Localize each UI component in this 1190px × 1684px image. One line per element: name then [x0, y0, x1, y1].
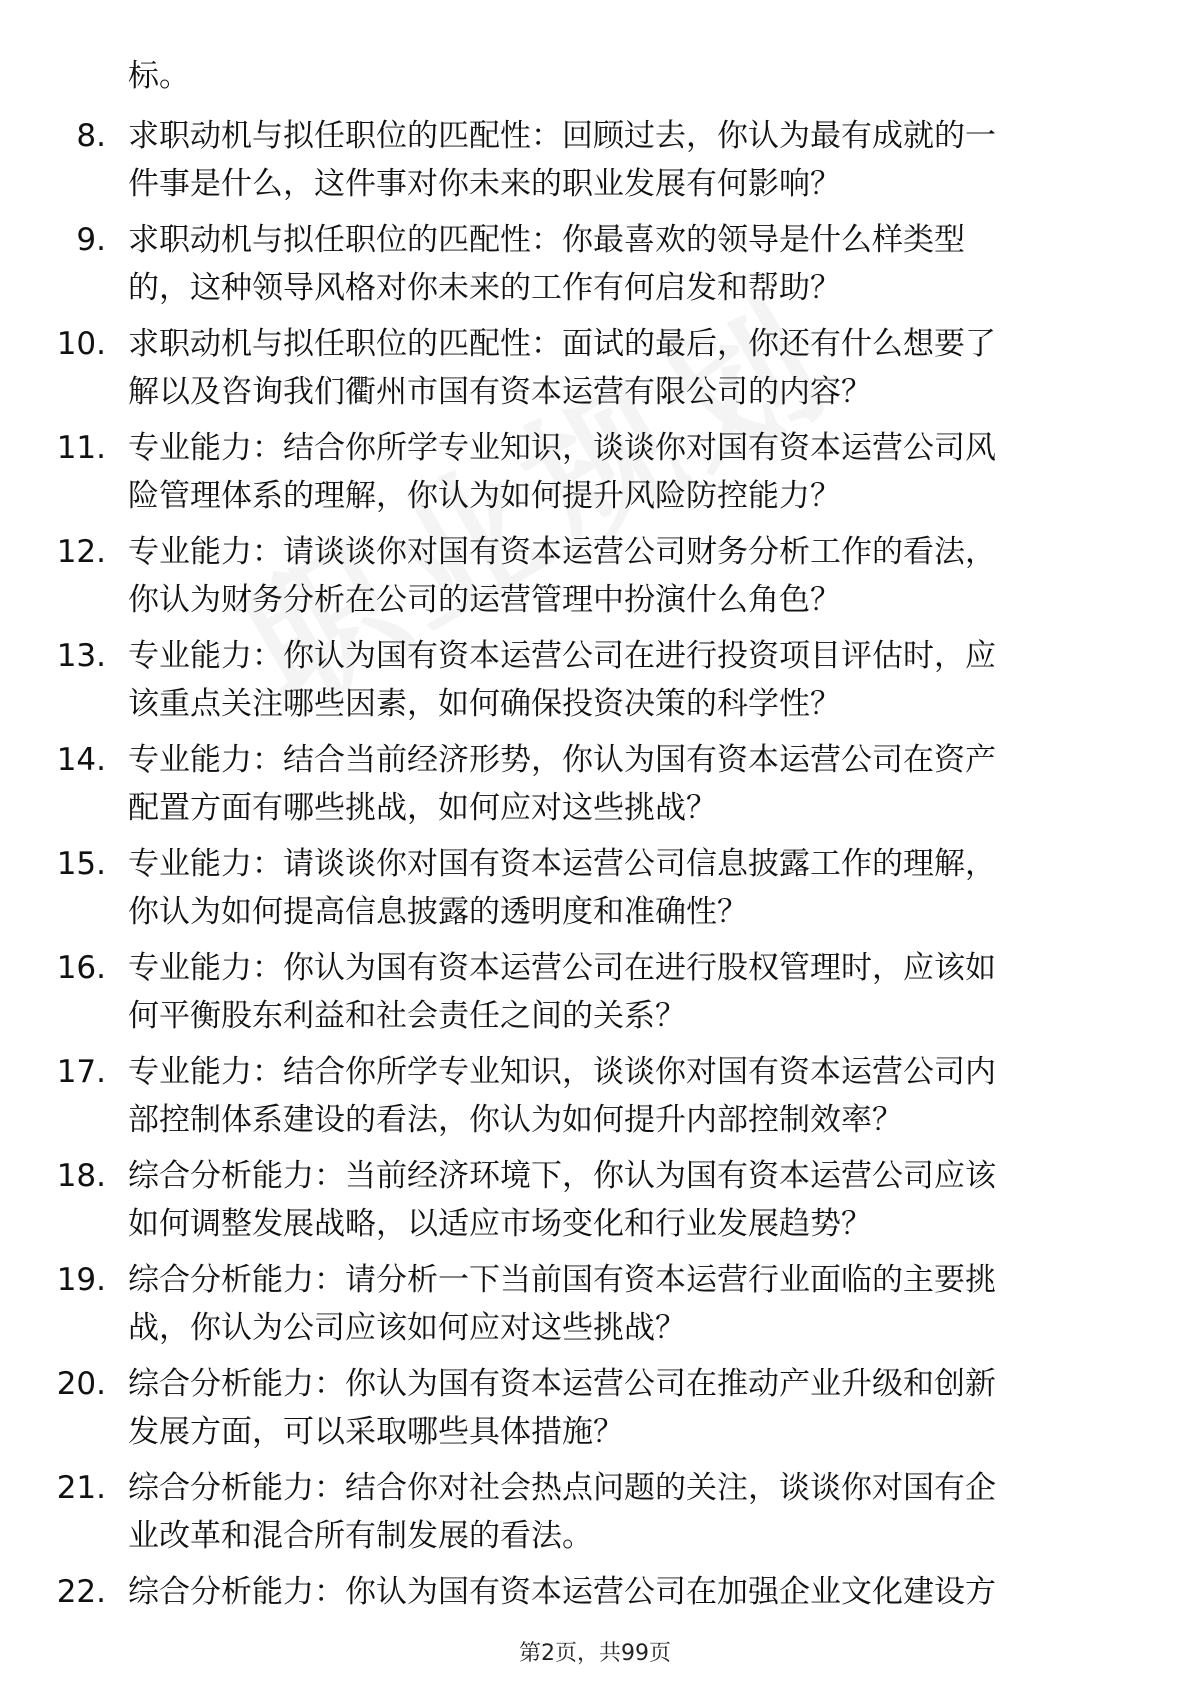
question-text: 专业能力：结合你所学专业知识，谈谈你对国有资本运营公司内 部控制体系建设的看法，你认为如何提升内部控制效率？	[128, 1054, 996, 1138]
list-item	[0, 1464, 1190, 1560]
question-number: 14.	[56, 742, 106, 778]
question-number: 20.	[56, 1366, 106, 1402]
question-text: 专业能力：结合你所学专业知识，谈谈你对国有资本运营公司风 险管理体系的理解，你认为如何提升风险防控能力？	[128, 430, 996, 514]
question-text: 专业能力：请谈谈你对国有资本运营公司财务分析工作的看法， 你认为财务分析在公司的运营管理中扮演什么角色？	[128, 534, 996, 618]
list-item	[0, 736, 1190, 832]
question-text: 综合分析能力：你认为国有资本运营公司在推动产业升级和创新 发展方面，可以采取哪些具体措施？	[128, 1366, 996, 1450]
list-item	[0, 1048, 1190, 1144]
list-item	[0, 944, 1190, 1040]
list-item	[0, 632, 1190, 728]
question-number: 18.	[56, 1158, 106, 1194]
document-content	[0, 52, 1190, 1672]
question-number: 21.	[56, 1470, 106, 1506]
continuation-text: 标。	[128, 58, 190, 94]
question-text: 专业能力：请谈谈你对国有资本运营公司信息披露工作的理解， 你认为如何提高信息披露的透明度和准确性？	[128, 846, 996, 930]
list-item	[0, 1360, 1190, 1456]
question-text: 求职动机与拟任职位的匹配性：回顾过去，你认为最有成就的一 件事是什么，这件事对你未来的职业发展有何影响？	[128, 118, 996, 202]
question-text: 综合分析能力：你认为国有资本运营公司在加强企业文化建设方	[128, 1574, 996, 1610]
question-number: 19.	[56, 1262, 106, 1298]
question-text: 综合分析能力：请分析一下当前国有资本运营行业面临的主要挑 战，你认为公司应该如何应对这些挑战？	[128, 1262, 996, 1346]
question-number: 12.	[56, 534, 106, 570]
question-number: 17.	[56, 1054, 106, 1090]
question-text: 专业能力：你认为国有资本运营公司在进行股权管理时，应该如 何平衡股东利益和社会责任之间的关系？	[128, 950, 996, 1034]
question-number: 8.	[76, 118, 106, 154]
question-text: 综合分析能力：当前经济环境下，你认为国有资本运营公司应该 如何调整发展战略，以适应市场变化和行业发展趋势？	[128, 1158, 996, 1242]
list-item	[0, 216, 1190, 312]
list-item	[0, 112, 1190, 208]
question-text: 专业能力：结合当前经济形势，你认为国有资本运营公司在资产 配置方面有哪些挑战，如何应对这些挑战？	[128, 742, 996, 826]
question-list	[0, 112, 1190, 1664]
question-text: 求职动机与拟任职位的匹配性：你最喜欢的领导是什么样类型 的，这种领导风格对你未来的工作有何启发和帮助？	[128, 222, 965, 306]
question-text: 综合分析能力：结合你对社会热点问题的关注，谈谈你对国有企 业改革和混合所有制发展的看法。	[128, 1470, 996, 1554]
list-item	[0, 840, 1190, 936]
list-item	[0, 1256, 1190, 1352]
question-number: 9.	[76, 222, 106, 258]
list-item	[0, 424, 1190, 520]
list-item	[0, 1152, 1190, 1248]
question-number: 22.	[56, 1574, 106, 1610]
question-number: 13.	[56, 638, 106, 674]
page-footer: 第2页，共99页	[519, 1641, 671, 1666]
question-text: 求职动机与拟任职位的匹配性：面试的最后，你还有什么想要了 解以及咨询我们衢州市国有资本运营有限公司的内容？	[128, 326, 996, 410]
list-item	[0, 320, 1190, 416]
question-number: 15.	[56, 846, 106, 882]
question-number: 11.	[56, 430, 106, 466]
question-number: 16.	[56, 950, 106, 986]
list-item	[0, 528, 1190, 624]
question-text: 专业能力：你认为国有资本运营公司在进行投资项目评估时，应 该重点关注哪些因素，如何确保投资决策的科学性？	[128, 638, 996, 722]
question-number: 10.	[56, 326, 106, 362]
